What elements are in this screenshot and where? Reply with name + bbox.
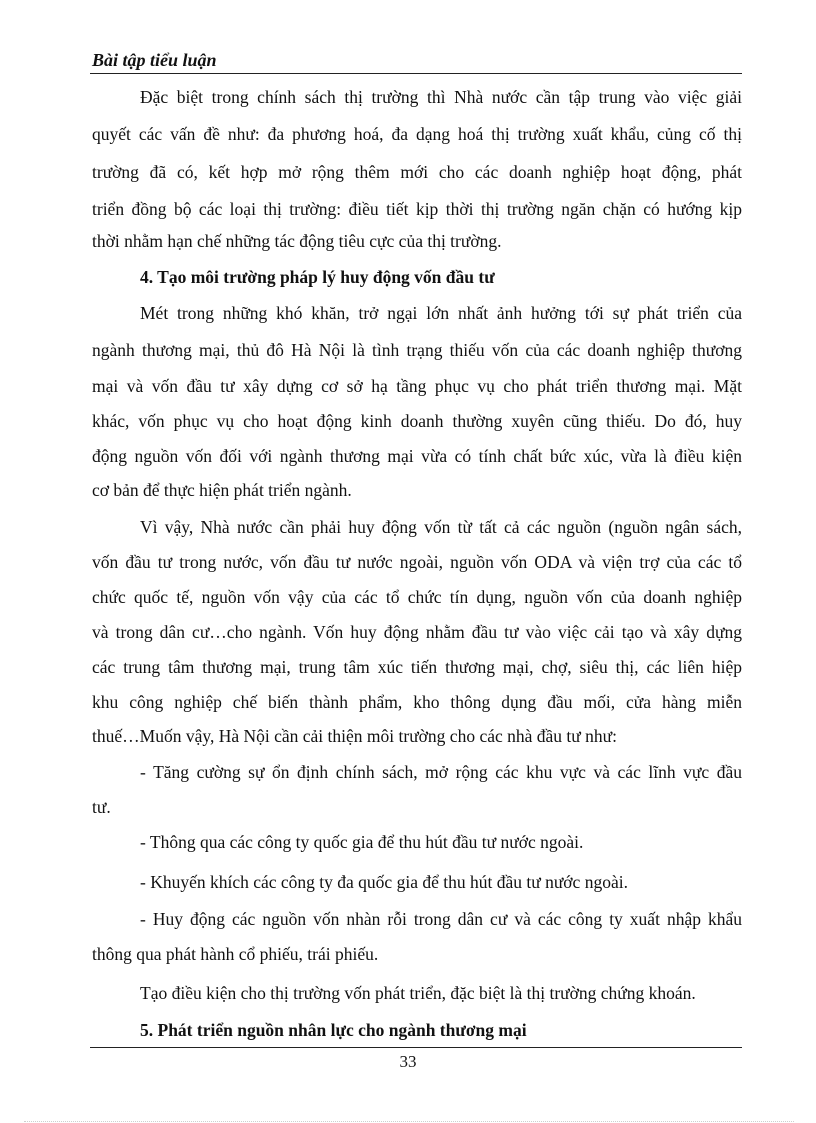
paragraph-line: khác, vốn phục vụ cho hoạt động kinh doanh thường xuyên cũng thiếu. Do đó, huy	[92, 411, 742, 431]
paragraph-line: các trung tâm thương mại, trung tâm xúc tiến thương mại, chợ, siêu thị, các liên hiệp	[92, 657, 742, 677]
paragraph-line: quyết các vấn đề như: đa phương hoá, đa dạng hoá thị trường xuất khẩu, củng cố thị	[92, 124, 742, 144]
list-item: - Huy động các nguồn vốn nhàn rỗi trong dân cư và các công ty xuất nhập khẩu	[140, 909, 742, 929]
paragraph-line: trường đã có, kết hợp mở rộng thêm mới cho các doanh nghiệp hoạt động, phát	[92, 162, 742, 182]
list-item: - Khuyến khích các công ty đa quốc gia để thu hút đầu tư nước ngoài.	[140, 872, 628, 892]
paragraph-line: cơ bản để thực hiện phát triển ngành.	[92, 480, 352, 500]
paragraph-line: khu công nghiệp chế biến thành phẩm, kho thông dụng đầu mối, cửa hàng miễn	[92, 692, 742, 712]
section-heading: 5. Phát triển nguồn nhân lực cho ngành thương mại	[140, 1020, 527, 1040]
paragraph-line: và trong dân cư…cho ngành. Vốn huy động nhằm đầu tư vào việc cải tạo và xây dựng	[92, 622, 742, 642]
paragraph-line: ngành thương mại, thủ đô Hà Nội là tình trạng thiếu vốn của các doanh nghiệp thương	[92, 340, 742, 360]
paragraph-line: Mét trong những khó khăn, trở ngại lớn nhất ảnh hưởng tới sự phát triển của	[140, 303, 742, 323]
paragraph-line: Tạo điều kiện cho thị trường vốn phát triển, đặc biệt là thị trường chứng khoán.	[140, 983, 696, 1003]
list-item-continuation: thông qua phát hành cổ phiếu, trái phiếu.	[92, 944, 379, 964]
header-divider	[90, 73, 742, 74]
section-heading: 4. Tạo môi trường pháp lý huy động vốn đầu tư	[140, 267, 495, 287]
list-item: - Thông qua các công ty quốc gia để thu hút đầu tư nước ngoài.	[140, 832, 584, 852]
page-number: 33	[399, 1052, 417, 1071]
paragraph-line: vốn đầu tư trong nước, vốn đầu tư nước ngoài, nguồn vốn ODA và viện trợ của các tổ	[92, 552, 742, 572]
paragraph-line: Vì vậy, Nhà nước cần phải huy động vốn từ tất cả các nguồn (nguồn ngân sách,	[140, 517, 742, 537]
paragraph-line: động nguồn vốn đối với ngành thương mại vừa có tính chất bức xúc, vừa là điều kiện	[92, 446, 742, 466]
paragraph-line: mại và vốn đầu tư xây dựng cơ sở hạ tầng phục vụ cho phát triển thương mại. Mặt	[92, 376, 742, 396]
footer-divider	[90, 1047, 742, 1048]
header-title: Bài tập tiểu luận	[92, 50, 217, 70]
paragraph-line: Đặc biệt trong chính sách thị trường thì Nhà nước cần tập trung vào việc giải	[140, 87, 742, 107]
paragraph-line: thời nhằm hạn chế những tác động tiêu cực của thị trường.	[92, 231, 502, 251]
paragraph-line: thuế…Muốn vậy, Hà Nội cần cải thiện môi trường cho các nhà đầu tư như:	[92, 726, 617, 746]
paragraph-line: triển đồng bộ các loại thị trường: điều tiết kịp thời thị trường ngăn chặn có hướng kịp	[92, 199, 742, 219]
list-item: - Tăng cường sự ổn định chính sách, mở rộng các khu vực và các lĩnh vực đầu	[140, 762, 742, 782]
page-bottom-edge	[24, 1121, 794, 1122]
paragraph-line: chức quốc tế, nguồn vốn vậy của các tổ chức tín dụng, nguồn vốn của doanh nghiệp	[92, 587, 742, 607]
list-item-continuation: tư.	[92, 797, 111, 817]
